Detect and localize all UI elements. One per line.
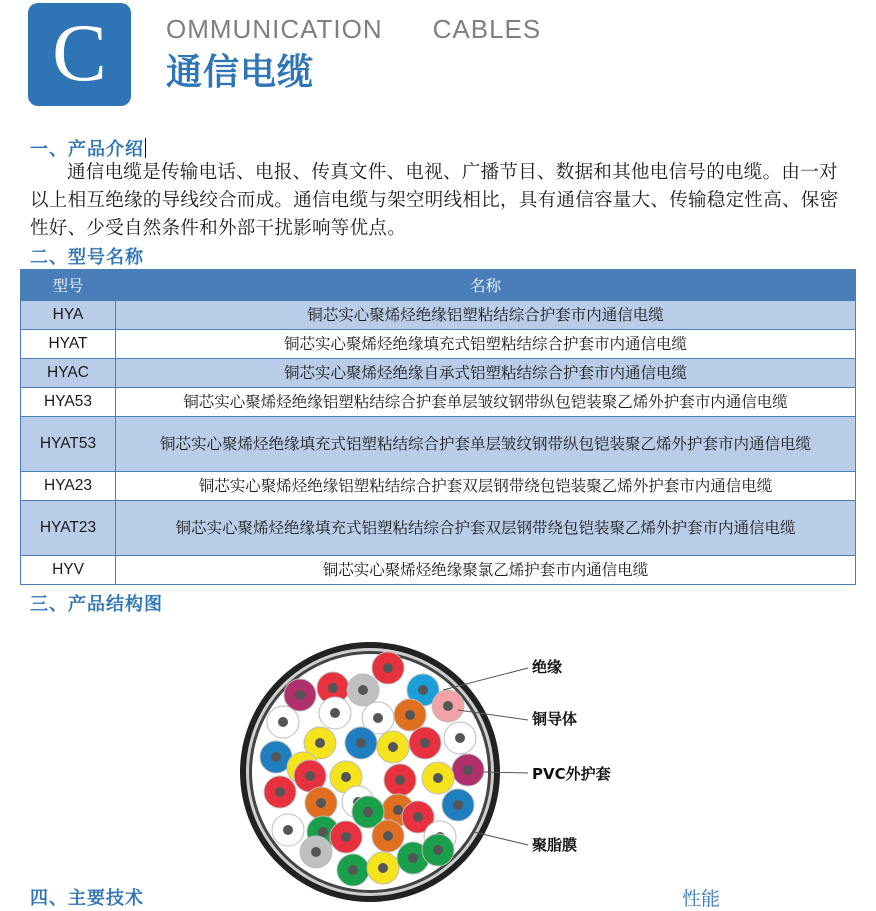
copper-conductor	[305, 771, 315, 781]
logo	[28, 3, 131, 106]
copper-conductor	[395, 775, 405, 785]
copper-conductor	[358, 685, 368, 695]
model-code: HYAC	[21, 359, 116, 388]
header-title-en	[166, 14, 541, 45]
model-code: HYA23	[21, 472, 116, 501]
copper-conductor	[373, 713, 383, 723]
copper-conductor	[420, 738, 430, 748]
model-name: 铜芯实心聚烯烃绝缘填充式铝塑粘结综合护套市内通信电缆	[116, 330, 856, 359]
copper-conductor	[330, 708, 340, 718]
copper-conductor	[283, 825, 293, 835]
copper-conductor	[378, 863, 388, 873]
header-title-en-1: OMMUNICATION	[166, 14, 383, 44]
table-row	[21, 359, 856, 388]
model-code: HYV	[21, 556, 116, 585]
section-intro-heading	[30, 135, 146, 161]
model-name: 铜芯实心聚烯烃绝缘铝塑粘结综合护套单层皱纹钢带纵包铠装聚乙烯外护套市内通信电缆	[116, 388, 856, 417]
copper-conductor	[405, 710, 415, 720]
text-cursor	[145, 138, 146, 158]
copper-conductor	[348, 865, 358, 875]
model-code: HYAT23	[21, 501, 116, 556]
table-row	[21, 388, 856, 417]
label-sheath: PVC外护套	[532, 765, 611, 783]
model-name: 铜芯实心聚烯烃绝缘填充式铝塑粘结综合护套单层皱纹钢带纵包铠装聚乙烯外护套市内通信电缆	[116, 417, 856, 472]
header-code: 型号	[21, 270, 116, 301]
model-name: 铜芯实心聚烯烃绝缘聚氯乙烯护套市内通信电缆	[116, 556, 856, 585]
copper-conductor	[463, 765, 473, 775]
copper-conductor	[341, 772, 351, 782]
copper-conductor	[271, 752, 281, 762]
copper-conductor	[341, 832, 351, 842]
copper-conductor	[453, 800, 463, 810]
table-row	[21, 417, 856, 472]
section-models-heading: 二、型号名称	[30, 247, 144, 268]
model-name: 铜芯实心聚烯烃绝缘铝塑粘结综合护套双层钢带绕包铠装聚乙烯外护套市内通信电缆	[116, 472, 856, 501]
copper-conductor	[408, 853, 418, 863]
label-conductor: 铜导体	[532, 710, 578, 728]
label-film: 聚脂膜	[532, 836, 578, 854]
copper-conductor	[316, 798, 326, 808]
copper-conductor	[278, 717, 288, 727]
copper-conductor	[443, 701, 453, 711]
copper-conductor	[413, 812, 423, 822]
copper-conductor	[455, 733, 465, 743]
copper-conductor	[315, 738, 325, 748]
copper-conductor	[311, 847, 321, 857]
logo-letter: C	[52, 6, 107, 98]
model-table	[20, 269, 856, 585]
model-name: 铜芯实心聚烯烃绝缘填充式铝塑粘结综合护套双层钢带绕包铠装聚乙烯外护套市内通信电缆	[116, 501, 856, 556]
model-name: 铜芯实心聚烯烃绝缘自承式铝塑粘结综合护套市内通信电缆	[116, 359, 856, 388]
copper-conductor	[383, 831, 393, 841]
table-row	[21, 301, 856, 330]
copper-conductor	[393, 805, 403, 815]
copper-conductor	[388, 742, 398, 752]
copper-conductor	[318, 827, 328, 837]
model-code: HYA53	[21, 388, 116, 417]
copper-conductor	[433, 845, 443, 855]
header-name: 名称	[116, 270, 856, 301]
table-row	[21, 501, 856, 556]
copper-conductor	[363, 807, 373, 817]
model-name: 铜芯实心聚烯烃绝缘铝塑粘结综合护套市内通信电缆	[116, 301, 856, 330]
section-intro-title: 一、产品介绍	[30, 139, 144, 160]
copper-conductor	[275, 787, 285, 797]
copper-conductor	[356, 738, 366, 748]
model-code: HYAT53	[21, 417, 116, 472]
model-code: HYAT	[21, 330, 116, 359]
copper-conductor	[383, 663, 393, 673]
structure-labels	[531, 658, 611, 854]
copper-conductor	[328, 683, 338, 693]
model-table-header	[21, 270, 856, 301]
cable-cross-section-diagram	[238, 640, 648, 908]
copper-conductor	[295, 690, 305, 700]
label-insulation: 绝缘	[532, 658, 563, 676]
copper-conductor	[418, 685, 428, 695]
table-row	[21, 330, 856, 359]
section-intro-body: 通信电缆是传输电话、电报、传真文件、电视、广播节目、数据和其他电信号的电缆。由一对以上相互绝缘的导线绞合而成。通信电缆与架空明线相比，具有通信容量大、传输稳定性高、保密性好、少受自然条件和外部干扰影响等优点。	[30, 162, 839, 239]
copper-conductor	[433, 773, 443, 783]
header-title-cn: 通信电缆	[166, 52, 315, 93]
section-tech-heading-tail: 性能	[682, 888, 721, 910]
header-title-en-2: CABLES	[432, 14, 542, 44]
section-structure-heading: 三、产品结构图	[30, 594, 163, 615]
model-code: HYA	[21, 301, 116, 330]
table-row	[21, 556, 856, 585]
section-tech-heading: 四、主要技术	[30, 888, 144, 909]
table-row	[21, 472, 856, 501]
